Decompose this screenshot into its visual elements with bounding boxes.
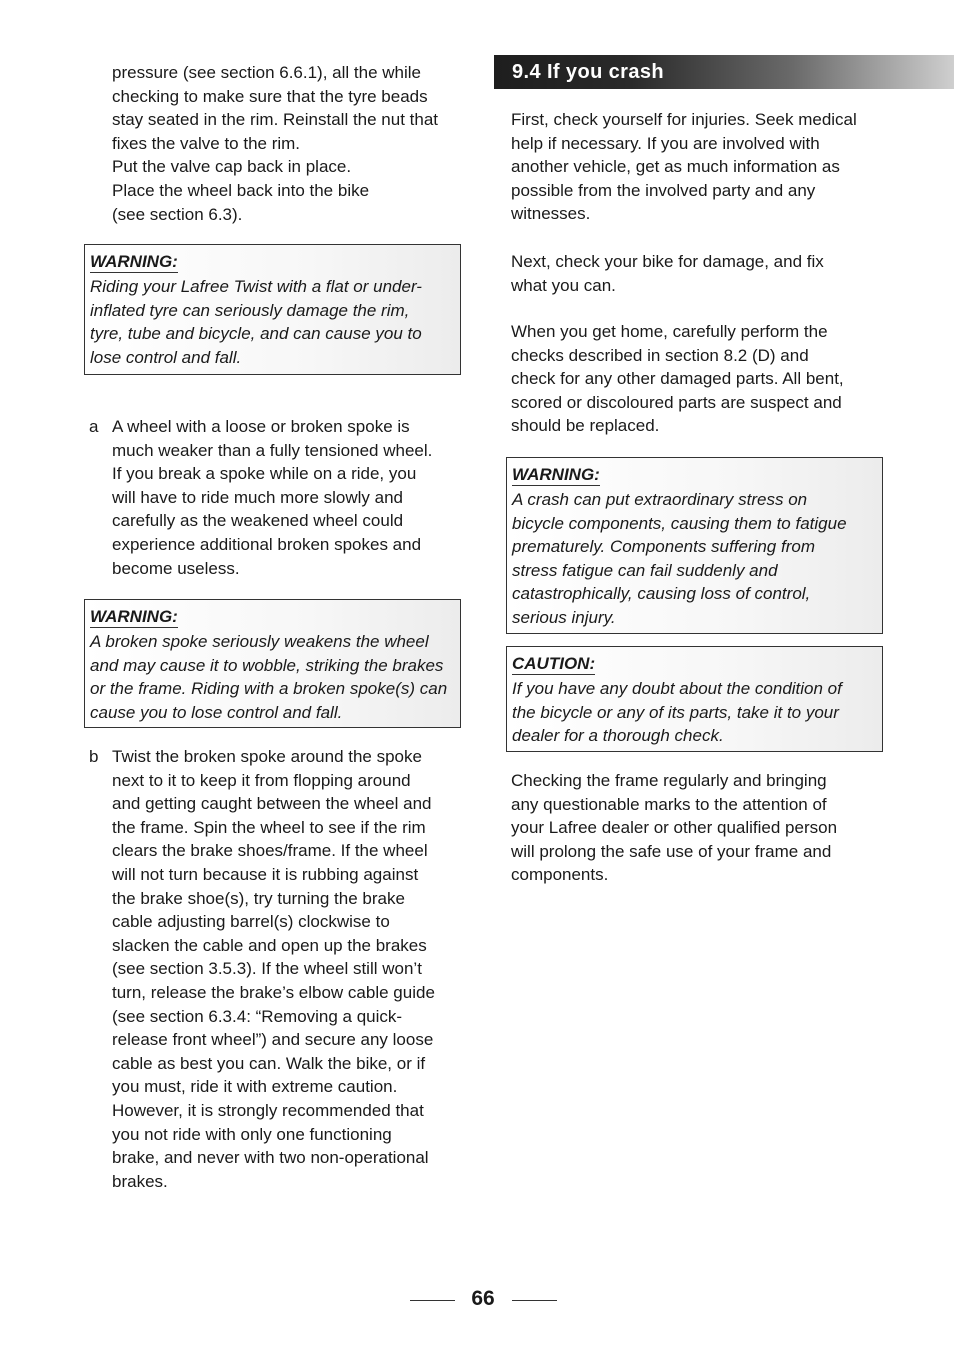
text-line: should be replaced. (511, 416, 660, 436)
text-line: any questionable marks to the attention of (511, 794, 827, 814)
text-line: brakes. (112, 1171, 168, 1191)
text-line: or the frame. Riding with a broken spoke(s) can (90, 679, 448, 699)
list-marker: a (89, 417, 99, 436)
text-line: possible from the involved party and any (511, 180, 816, 200)
list-item-text (112, 415, 432, 580)
paragraph-check-bike (511, 250, 891, 297)
text-line: Checking the frame regularly and bringing (511, 771, 827, 790)
paragraph-injuries (511, 108, 891, 226)
text-line: A crash can put extraordinary stress on (512, 490, 808, 509)
warning-box-flat-tyre (84, 244, 461, 375)
text-line: serious injury. (512, 607, 616, 627)
text-line: components. (511, 865, 609, 885)
text-line: release front wheel”) and secure any loose (112, 1030, 434, 1050)
text-line: A wheel with a loose or broken spoke is (112, 417, 410, 436)
warning-body (512, 488, 882, 630)
text-line: what you can. (511, 275, 616, 295)
text-line: (see section 3.5.3). If the wheel still won’t (112, 959, 422, 979)
text-line: scored or discoloured parts are suspect and (511, 392, 842, 412)
text-line: stay seated in the rim. Reinstall the nut that (112, 110, 439, 130)
text-line: Put the valve cap back in place. (112, 157, 352, 177)
text-line: will not turn because it is rubbing against (112, 864, 419, 884)
text-line: the brake shoe(s), try turning the brake (112, 888, 405, 908)
text-line: dealer for a thorough check. (512, 726, 724, 746)
text-line: turn, release the brake’s elbow cable guide (112, 982, 435, 1002)
paragraph-frame-check (511, 769, 891, 887)
text-line: another vehicle, get as much information as (511, 157, 840, 177)
text-line: witnesses. (511, 204, 591, 224)
text-line: stress fatigue can fail suddenly and (512, 560, 778, 580)
text-line: help if necessary. If you are involved with (511, 133, 820, 153)
text-line: A broken spoke seriously weakens the wheel (90, 632, 429, 651)
text-line: checks described in section 8.2 (D) and (511, 345, 809, 365)
text-line: the bicycle or any of its parts, take it to your (512, 702, 839, 722)
text-line: When you get home, carefully perform the (511, 322, 828, 341)
warning-title: WARNING: (90, 252, 178, 271)
page-number: 66 (471, 1287, 495, 1310)
warning-title: WARNING: (512, 465, 600, 484)
text-line: will have to ride much more slowly and (112, 487, 404, 507)
text-line: fixes the valve to the rim. (112, 133, 301, 153)
text-line: cable adjusting barrel(s) clockwise to (112, 912, 390, 932)
footer-rule-right (512, 1300, 557, 1301)
warning-title: WARNING: (90, 607, 178, 626)
text-line: Next, check your bike for damage, and fix (511, 252, 824, 271)
section-title: 9.4 If you crash (512, 61, 665, 83)
text-line: check for any other damaged parts. All bent, (511, 369, 844, 389)
text-line: carefully as the weakened wheel could (112, 511, 404, 531)
text-line: will prolong the safe use of your frame and (511, 841, 832, 861)
text-line: cause you to lose control and fall. (90, 702, 343, 722)
paragraph-at-home (511, 320, 891, 438)
caution-title: CAUTION: (512, 654, 596, 673)
text-line: (see section 6.3). (112, 204, 243, 224)
warning-box-broken-spoke (84, 599, 461, 728)
text-line: inflated tyre can seriously damage the rim, (90, 300, 410, 320)
text-line: If you break a spoke while on a ride, you (112, 464, 417, 484)
text-line: experience additional broken spokes and (112, 534, 422, 554)
warning-body (90, 630, 460, 724)
caution-box (506, 646, 883, 752)
text-line: much weaker than a fully tensioned wheel. (112, 440, 433, 460)
warning-body (90, 275, 460, 369)
text-line: checking to make sure that the tyre beads (112, 86, 428, 106)
text-line: bicycle components, causing them to fatigue (512, 513, 847, 533)
warning-box-crash-stress (506, 457, 883, 634)
text-line: you not ride with only one functioning (112, 1124, 392, 1144)
text-line: (see section 6.3.4: “Removing a quick- (112, 1006, 403, 1026)
text-line: Twist the broken spoke around the spoke (112, 747, 422, 766)
text-line: lose control and fall. (90, 347, 242, 367)
text-line: Place the wheel back into the bike (112, 180, 370, 200)
text-line: become useless. (112, 558, 240, 578)
text-line: next to it to keep it from flopping around (112, 770, 411, 790)
footer-rule-left (410, 1300, 455, 1301)
intro-paragraph (112, 61, 462, 226)
text-line: your Lafree dealer or other qualified person (511, 818, 838, 838)
text-line: First, check yourself for injuries. Seek medical (511, 110, 857, 129)
text-line: the frame. Spin the wheel to see if the rim (112, 817, 426, 837)
text-line: cable as best you can. Walk the bike, or if (112, 1053, 426, 1073)
text-line: slacken the cable and open up the brakes (112, 935, 427, 955)
text-line: brake, and never with two non-operational (112, 1148, 429, 1168)
list-item-text (112, 745, 435, 1193)
text-line: pressure (see section 6.6.1), all the while (112, 63, 421, 82)
text-line: tyre, tube and bicycle, and can cause you to (90, 324, 422, 344)
caution-body (512, 677, 882, 748)
section-header (494, 55, 954, 89)
text-line: clears the brake shoes/frame. If the wheel (112, 841, 428, 861)
text-line: Riding your Lafree Twist with a flat or under- (90, 277, 422, 296)
text-line: and may cause it to wobble, striking the brakes (90, 655, 444, 675)
text-line: If you have any doubt about the condition of (512, 679, 842, 698)
text-line: and getting caught between the wheel and (112, 794, 432, 814)
text-line: catastrophically, causing loss of control, (512, 584, 811, 604)
text-line: However, it is strongly recommended that (112, 1100, 424, 1120)
list-marker: b (89, 747, 99, 766)
text-line: you must, ride it with extreme caution. (112, 1077, 398, 1097)
text-line: prematurely. Components suffering from (512, 537, 815, 557)
